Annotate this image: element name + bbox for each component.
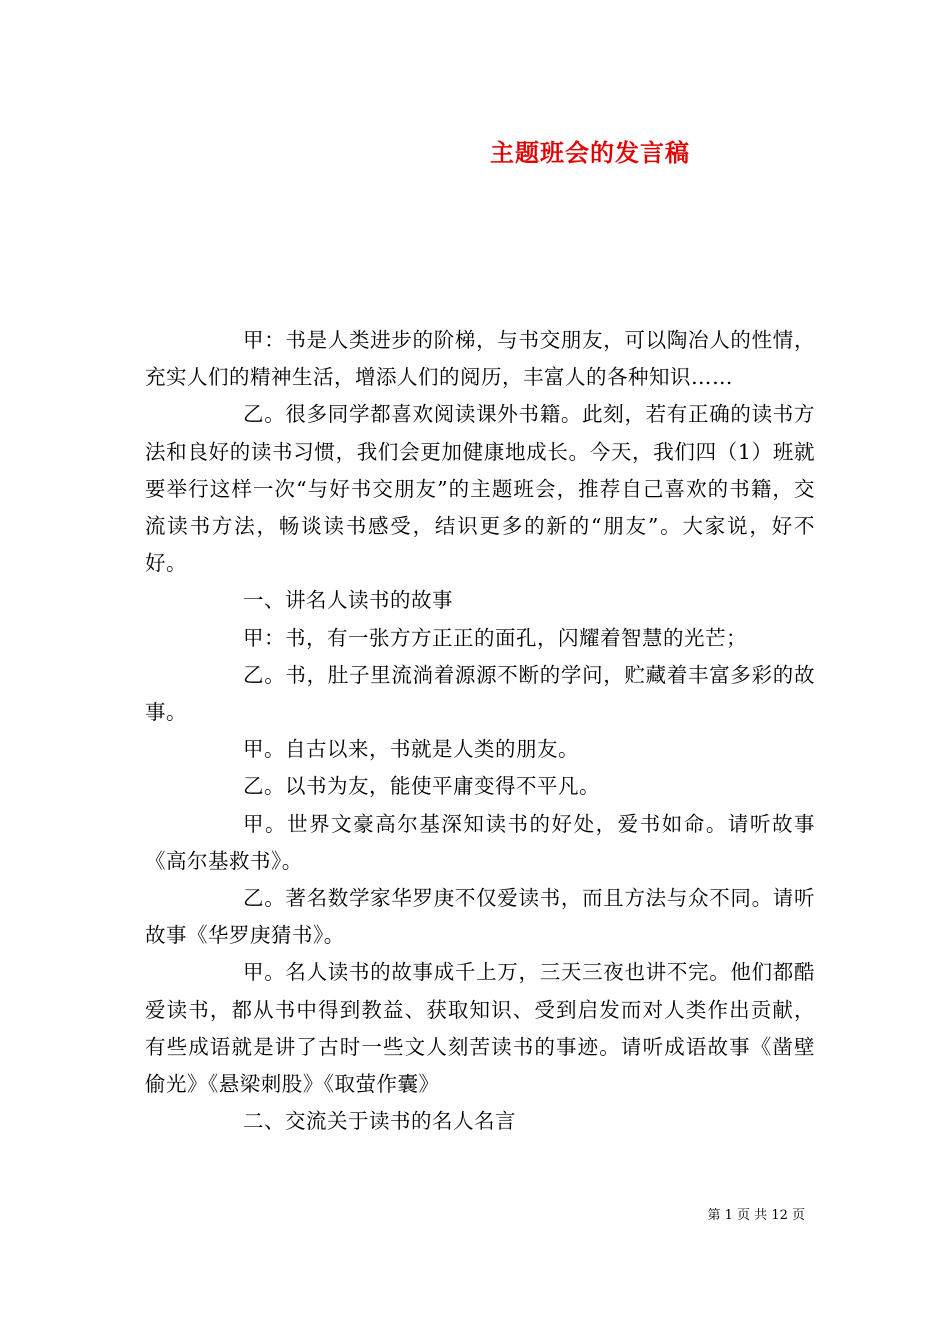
paragraph: 甲。名人读书的故事成千上万，三天三夜也讲不完。他们都酷爱读书，都从书中得到教益、获取知识、受到启发而对人类作出贡献，有些成语就是讲了古时一些文人刻苦读书的事迹。请听成语故事《凿壁偷光》《悬梁刺股》《取萤作囊》 — [145, 960, 815, 1097]
paragraph: 乙。著名数学家华罗庚不仅爱读书，而且方法与众不同。请听故事《华罗庚猜书》。 — [145, 886, 815, 948]
page-title: 主题班会的发言稿 — [490, 138, 690, 167]
section-heading: 一、讲名人读书的故事 — [243, 588, 453, 613]
section-heading: 二、交流关于读书的名人名言 — [243, 1109, 516, 1134]
paragraph: 甲：书，有一张方方正正的面孔，闪耀着智慧的光芒； — [243, 625, 747, 650]
paragraph: 乙。以书为友，能使平庸变得不平凡。 — [243, 774, 600, 799]
body-text — [145, 322, 815, 1140]
paragraph: 甲。世界文豪高尔基深知读书的好处，爱书如命。请听故事《高尔基救书》。 — [145, 811, 815, 873]
paragraph: 乙。很多同学都喜欢阅读课外书籍。此刻，若有正确的读书方法和良好的读书习惯，我们会更加健康地成长。今天，我们四（1）班就要举行这样一次“与好书交朋友”的主题班会，推荐自己喜欢的书籍，交流读书方法，畅谈读书感受，结识更多的新的“朋友”。大家说，好不好。 — [145, 402, 815, 576]
paragraph: 甲。自古以来，书就是人类的朋友。 — [243, 737, 579, 762]
paragraph: 甲：书是人类进步的阶梯，与书交朋友，可以陶冶人的性情，充实人们的精神生活，增添人们的阅历，丰富人的各种知识…… — [145, 328, 815, 390]
page-footer: 第 1 页 共 12 页 — [707, 1208, 805, 1223]
paragraph: 乙。书，肚子里流淌着源源不断的学问，贮藏着丰富多彩的故事。 — [145, 662, 815, 725]
